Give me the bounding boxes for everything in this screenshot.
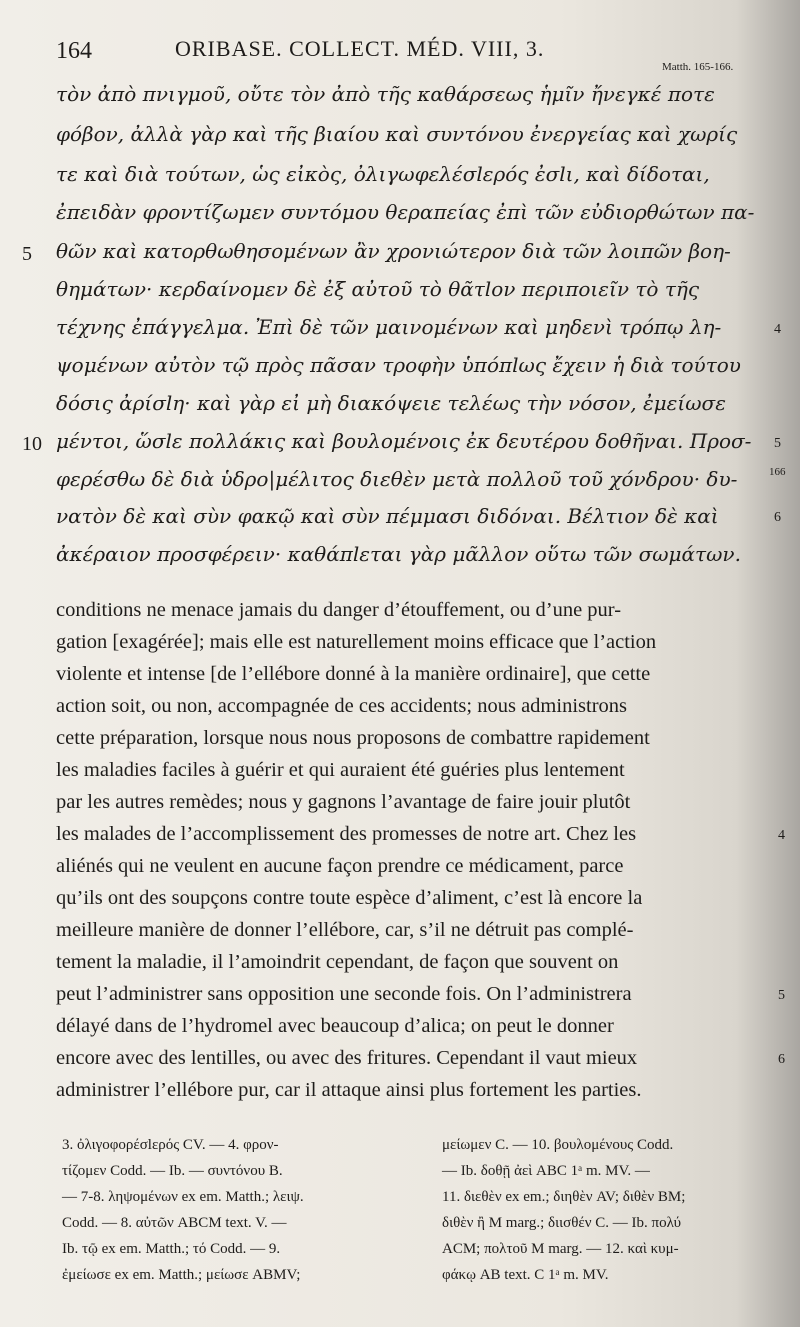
- footnote-line: ἐμείωσε ex em. Matth.; μείωσε ABMV;: [62, 1267, 301, 1283]
- french-line: aliénés qui ne veulent en aucune façon prendre ce médicament, parce: [56, 855, 624, 877]
- greek-line: θημάτων· κερδαίνομεν δὲ ἐξ αὐτοῦ τὸ θᾶτlον περιποιεῖν τὸ τῆς: [56, 277, 700, 301]
- greek-line: ψομένων αὐτὸν τῷ πρὸς πᾶσαν τροφὴν ὑπόπlως ἔχειν ἡ διὰ τούτου: [56, 353, 741, 377]
- footnote-line: τίζομεν Codd. — Ib. — συντόνου B.: [62, 1163, 283, 1179]
- french-line: encore avec des lentilles, ou avec des fritures. Cependant il vaut mieux: [56, 1047, 638, 1069]
- margin-number: 5: [778, 988, 785, 1003]
- french-line: administrer l’ellébore pur, car il attaque ainsi plus fortement les parties.: [56, 1079, 642, 1101]
- greek-line: μέντοι, ὥσlε πολλάκις καὶ βουλομένοις ἐκ δευτέρου δοθῆναι. Προσ-: [56, 429, 752, 453]
- french-line: meilleure manière de donner l’ellébore, car, s’il ne détruit pas complé-: [56, 919, 634, 941]
- french-line: action soit, ou non, accompagnée de ces accidents; nous administrons: [56, 695, 627, 717]
- footnote-line: μείωμεν C. — 10. βουλομένους Codd.: [442, 1137, 674, 1153]
- french-line: qu’ils ont des soupçons contre toute espèce d’aliment, c’est là encore la: [56, 887, 643, 909]
- footnote-line: Ib. τῷ ex em. Matth.; τό Codd. — 9.: [62, 1241, 281, 1257]
- margin-number: 6: [774, 510, 781, 525]
- line-number: 10: [22, 433, 42, 455]
- french-line: gation [exagérée]; mais elle est naturellement moins efficace que l’action: [56, 631, 657, 653]
- greek-line: ἀκέραιον προσφέρειν· καθάπlεται γὰρ μᾶλλον οὕτω τῶν σωμάτων.: [56, 542, 741, 566]
- footnote-line: Codd. — 8. αὐτῶν ABCM text. V. —: [62, 1215, 287, 1231]
- greek-line: δόσις ἀρίσlη· καὶ γὰρ εἰ μὴ διακόψειε τελέως τὴν νόσον, ἐμείωσε: [56, 391, 726, 415]
- french-line: violente et intense [de l’ellébore donné à la manière ordinaire], que cette: [56, 663, 651, 685]
- margin-number: 5: [774, 436, 781, 451]
- margin-number: 4: [778, 828, 785, 843]
- french-line: par les autres remèdes; nous y gagnons l’avantage de faire jouir plutôt: [56, 791, 631, 813]
- margin-number: 4: [774, 322, 781, 337]
- margin-number: 166: [769, 466, 786, 478]
- greek-line: ἐπειδὰν φροντίζωμεν συντόμου θεραπείας ἐπὶ τῶν εὐδιορθώτων πα-: [56, 200, 755, 224]
- french-line: délayé dans de l’hydromel avec beaucoup d’alica; on peut le donner: [56, 1015, 614, 1037]
- greek-line: τε καὶ διὰ τούτων, ὡς εἰκὸς, ὀλιγωφελέσlερός ἐσlι, καὶ δίδοται,: [56, 162, 710, 186]
- greek-line: τὸν ἀπὸ πνιγμοῦ, οὔτε τὸν ἀπὸ τῆς καθάρσεως ἡμῖν ἤνεγκέ ποτε: [56, 82, 715, 106]
- running-title: ORIBASE. COLLECT. MÉD. VIII, 3.: [175, 36, 545, 61]
- footnote-line: 3. ὀλιγοφορέσlερός CV. — 4. φρον-: [62, 1137, 279, 1153]
- french-line: tement la maladie, il l’amoindrit cependant, de façon que souvent on: [56, 951, 619, 973]
- greek-line: θῶν καὶ κατορθωθησομένων ἂν χρονιώτερον διὰ τῶν λοιπῶν βοη-: [56, 239, 731, 263]
- french-line: cette préparation, lorsque nous nous proposons de combattre rapidement: [56, 727, 650, 749]
- footnote-line: 11. διεθὲν ex em.; διηθὲν AV; διθὲν BM;: [442, 1189, 686, 1205]
- greek-line: τέχνης ἐπάγγελμα. Ἐπὶ δὲ τῶν μαινομένων καὶ μηδενὶ τρόπῳ λη-: [56, 315, 722, 339]
- french-line: les maladies faciles à guérir et qui auraient été guéries plus lentement: [56, 759, 625, 781]
- edition-reference: Matth. 165-166.: [662, 61, 734, 73]
- footnote-line: διθὲν ἢ M marg.; διισθέν C. — Ib. πολύ: [442, 1215, 682, 1231]
- line-number: 5: [22, 243, 32, 265]
- french-line: conditions ne menace jamais du danger d’étouffement, ou d’une pur-: [56, 599, 622, 621]
- margin-number: 6: [778, 1052, 785, 1067]
- greek-line: φόβον, ἀλλὰ γὰρ καὶ τῆς βιαίου καὶ συντόνου ἐνεργείας καὶ χωρίς: [56, 122, 738, 146]
- french-line: peut l’administrer sans opposition une seconde fois. On l’administrera: [56, 983, 632, 1005]
- greek-line: νατὸν δὲ καὶ σὺν φακῷ καὶ σὺν πέμμασι διδόναι. Βέλτιον δὲ καὶ: [56, 504, 719, 528]
- french-line: les malades de l’accomplissement des promesses de notre art. Chez les: [56, 823, 637, 845]
- footnote-line: φάκῳ AB text. C 1ᵃ m. MV.: [442, 1267, 609, 1283]
- footnote-line: — Ib. δοθῇ ἀεὶ ABC 1ᵃ m. MV. —: [442, 1163, 650, 1179]
- greek-line: φερέσθω δὲ διὰ ὑδρο|μέλιτος διεθὲν μετὰ πολλοῦ τοῦ χόνδρου· δυ-: [56, 467, 738, 491]
- footnote-line: — 7-8. ληψομένων ex em. Matth.; λειψ.: [62, 1189, 304, 1205]
- page-number: 164: [56, 38, 92, 64]
- footnote-line: ACM; πολτοῦ M marg. — 12. καὶ κυμ-: [442, 1241, 679, 1257]
